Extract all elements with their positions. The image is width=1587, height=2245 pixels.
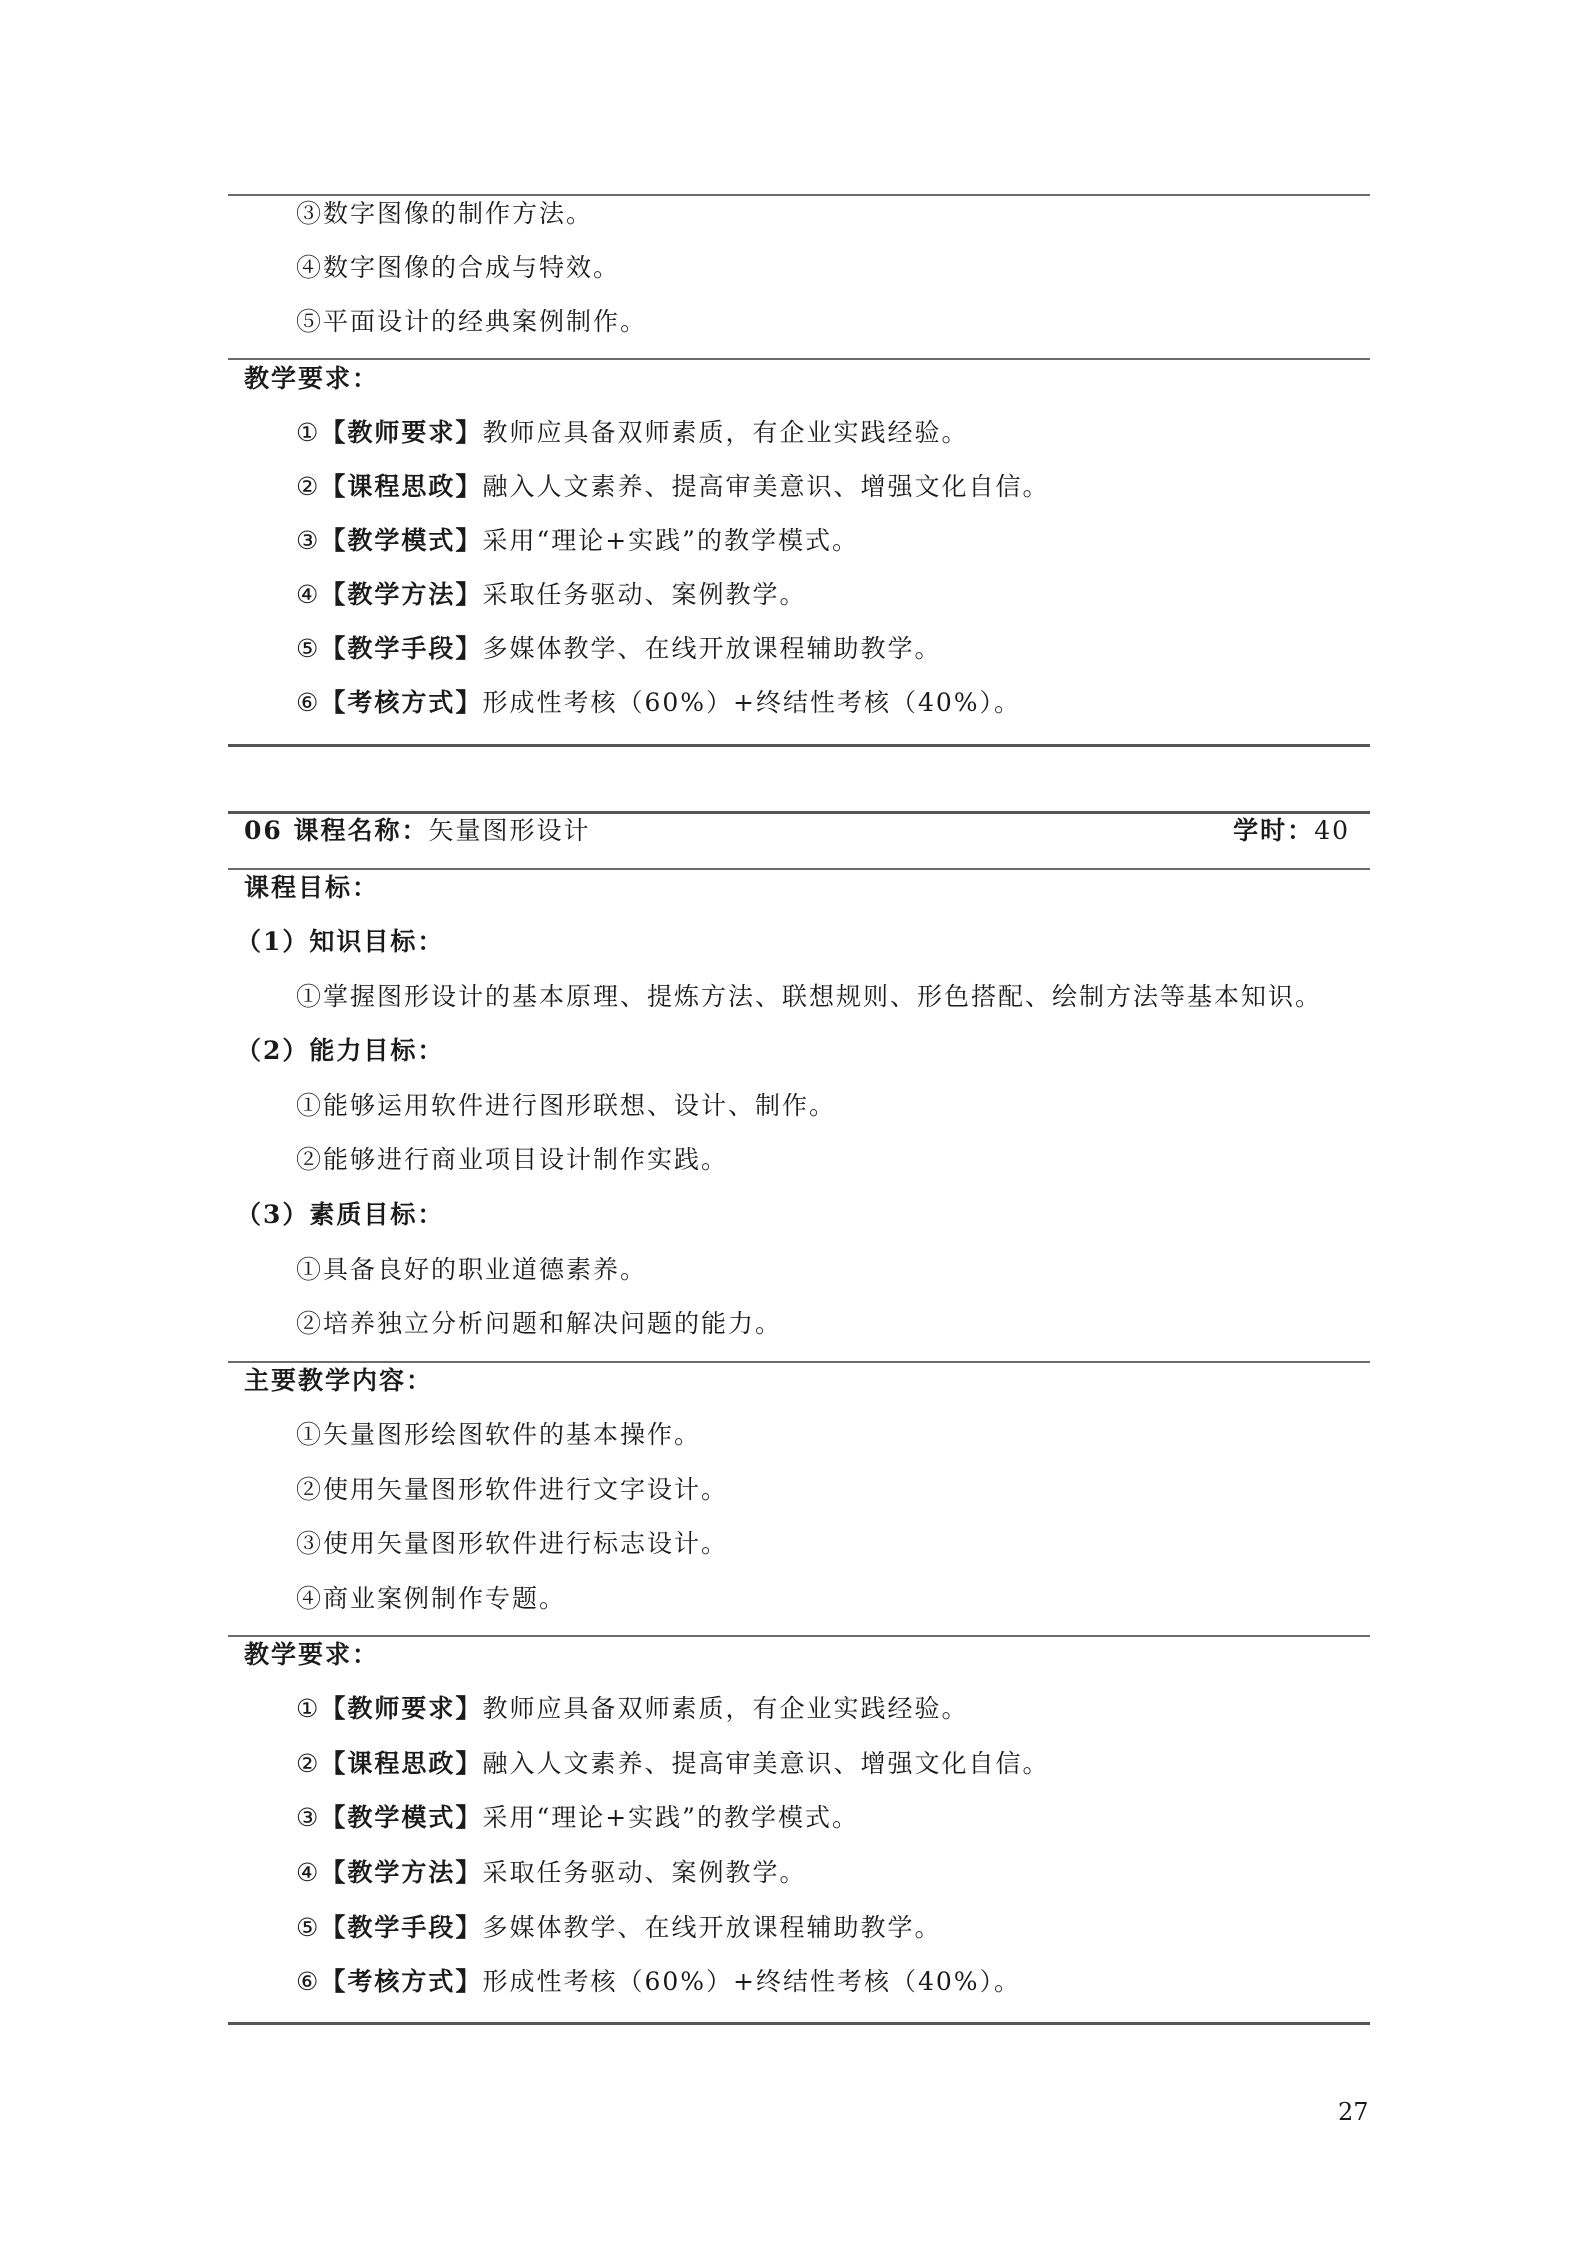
requirements-heading: 教学要求： <box>244 1640 380 1669</box>
requirement-item <box>296 1803 859 1833</box>
ability-item: ①能够运用软件进行图形联想、设计、制作。 <box>296 1091 837 1120</box>
requirement-text: 形成性考核（60%）+终结性考核（40%）。 <box>482 1967 1022 1996</box>
content-item: ①矢量图形绘图软件的基本操作。 <box>296 1420 702 1449</box>
requirement-number: ② <box>296 1749 321 1778</box>
requirement-tag: 【教师要求】 <box>320 1694 483 1723</box>
requirements-heading: 教学要求： <box>244 364 380 393</box>
requirement-text: 融入人文素养、提高审美意识、增强文化自信。 <box>482 1749 1050 1778</box>
requirement-item <box>296 580 806 610</box>
hours-label: 学时： <box>1233 816 1315 845</box>
requirement-text: 采取任务驱动、案例教学。 <box>482 1858 807 1887</box>
requirement-tag: 【课程思政】 <box>320 472 483 501</box>
requirement-text: 采取任务驱动、案例教学。 <box>482 580 807 609</box>
quality-heading: （3）素质目标： <box>236 1200 445 1229</box>
requirement-number: ② <box>296 472 321 501</box>
requirement-number: ④ <box>296 1858 321 1887</box>
content-item: ④数字图像的合成与特效。 <box>296 253 621 282</box>
hours-value: 40 <box>1314 816 1350 845</box>
content-item: ②使用矢量图形软件进行文字设计。 <box>296 1475 729 1504</box>
requirement-tag: 【教学方法】 <box>320 1858 483 1887</box>
requirement-text: 采用“理论+实践”的教学模式。 <box>482 1803 859 1832</box>
page-number: 27 <box>1338 2098 1369 2126</box>
requirement-text: 教师应具备双师素质，有企业实践经验。 <box>482 418 969 447</box>
requirement-tag: 【教学方法】 <box>320 580 483 609</box>
requirement-item <box>296 418 968 448</box>
table-top-rule <box>228 811 1370 814</box>
table-bottom-rule <box>228 744 1370 747</box>
course-title <box>244 816 591 846</box>
knowledge-item: ①掌握图形设计的基本原理、提炼方法、联想规则、形色搭配、绘制方法等基本知识。 <box>296 982 1323 1011</box>
requirement-number: ⑤ <box>296 634 321 663</box>
requirement-number: ③ <box>296 1803 321 1832</box>
content-item: ③数字图像的制作方法。 <box>296 199 594 228</box>
content-item: ⑤平面设计的经典案例制作。 <box>296 307 648 336</box>
requirement-item <box>296 1749 1049 1779</box>
requirement-text: 多媒体教学、在线开放课程辅助教学。 <box>482 1913 942 1942</box>
requirement-item <box>296 1967 1021 1997</box>
requirement-item <box>296 1913 941 1943</box>
content-item: ③使用矢量图形软件进行标志设计。 <box>296 1529 729 1558</box>
requirement-number: ① <box>296 1694 321 1723</box>
requirement-item <box>296 634 941 664</box>
requirement-text: 融入人文素养、提高审美意识、增强文化自信。 <box>482 472 1050 501</box>
requirement-tag: 【考核方式】 <box>320 688 483 717</box>
requirement-number: ④ <box>296 580 321 609</box>
requirement-tag: 【教学手段】 <box>320 634 483 663</box>
requirement-tag: 【教学手段】 <box>320 1913 483 1942</box>
section-divider <box>228 868 1370 870</box>
requirement-text: 采用“理论+实践”的教学模式。 <box>482 526 859 555</box>
content-item: ④商业案例制作专题。 <box>296 1584 567 1613</box>
section-divider <box>228 1361 1370 1363</box>
ability-heading: （2）能力目标： <box>236 1036 445 1065</box>
table-bottom-rule <box>228 2022 1370 2025</box>
requirement-number: ⑥ <box>296 1967 321 1996</box>
requirement-tag: 【教学模式】 <box>320 1803 483 1832</box>
requirement-tag: 【教师要求】 <box>320 418 483 447</box>
requirement-text: 形成性考核（60%）+终结性考核（40%）。 <box>482 688 1022 717</box>
quality-item: ①具备良好的职业道德素养。 <box>296 1255 648 1284</box>
quality-item: ②培养独立分析问题和解决问题的能力。 <box>296 1309 783 1338</box>
content-heading: 主要教学内容： <box>244 1366 434 1395</box>
knowledge-heading: （1）知识目标： <box>236 927 445 956</box>
requirement-item <box>296 472 1049 502</box>
requirement-number: ③ <box>296 526 321 555</box>
goals-heading: 课程目标： <box>244 873 380 902</box>
requirement-tag: 【教学模式】 <box>320 526 483 555</box>
requirement-tag: 【课程思政】 <box>320 1749 483 1778</box>
requirement-number: ⑥ <box>296 688 321 717</box>
requirement-text: 多媒体教学、在线开放课程辅助教学。 <box>482 634 942 663</box>
course-hours <box>1233 816 1350 846</box>
requirement-text: 教师应具备双师素质，有企业实践经验。 <box>482 1694 969 1723</box>
ability-item: ②能够进行商业项目设计制作实践。 <box>296 1145 729 1174</box>
requirement-number: ⑤ <box>296 1913 321 1942</box>
requirement-item <box>296 1694 968 1724</box>
requirement-tag: 【考核方式】 <box>320 1967 483 1996</box>
course-name: 矢量图形设计 <box>428 816 591 845</box>
section-divider <box>228 358 1370 360</box>
requirement-number: ① <box>296 418 321 447</box>
section-divider <box>228 1635 1370 1637</box>
course-name-label: 06 课程名称： <box>244 816 429 845</box>
requirement-item <box>296 688 1021 718</box>
requirement-item <box>296 1858 806 1888</box>
requirement-item <box>296 526 859 556</box>
table-top-rule <box>228 194 1370 196</box>
